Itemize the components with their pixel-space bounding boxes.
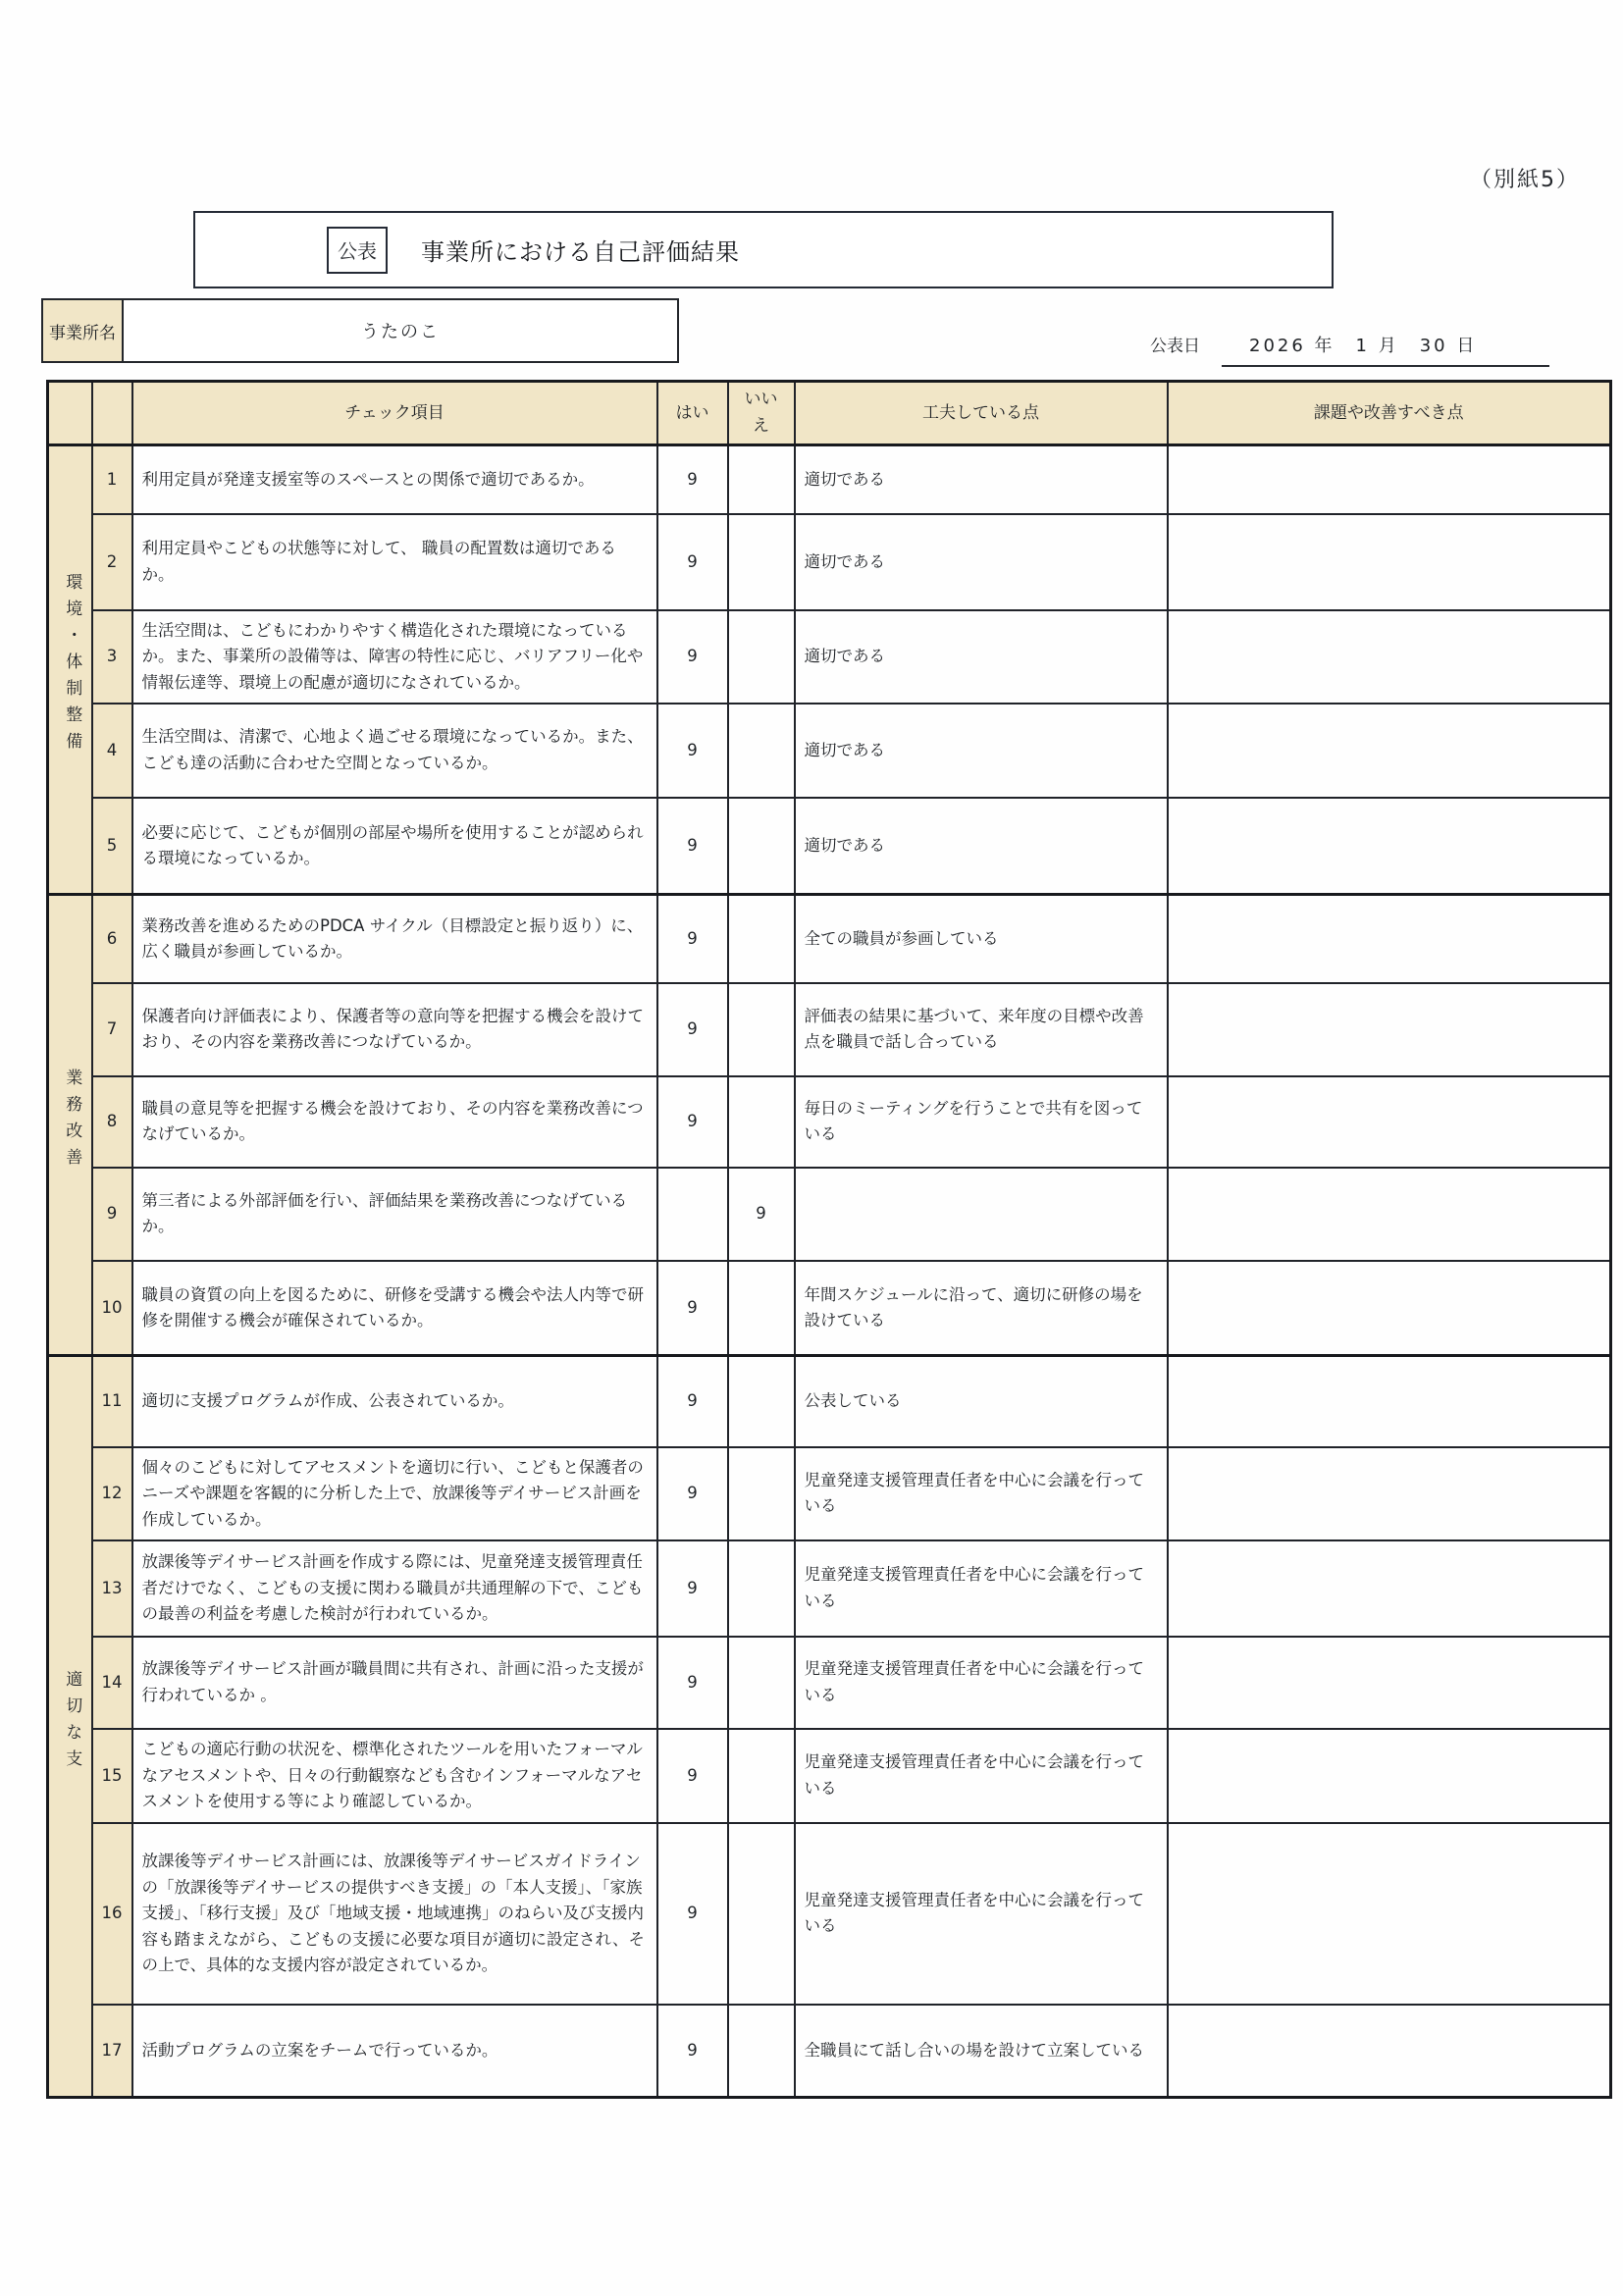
yes-value: 9: [657, 1076, 728, 1168]
issue-text: [1168, 1540, 1611, 1637]
publish-date: [1150, 330, 1549, 367]
yes-value: 9: [657, 1637, 728, 1729]
no-value: [728, 1637, 795, 1729]
row-number: 2: [92, 514, 132, 610]
header-issue: 課題や改善すべき点: [1168, 382, 1611, 445]
row-number: 8: [92, 1076, 132, 1168]
office-name-value: うたのこ: [361, 322, 440, 342]
table-body: [48, 445, 1611, 2098]
no-value: [728, 1540, 795, 1637]
check-item-text: 職員の資質の向上を図るために、研修を受講する機会や法人内等で研修を開催する機会が確保されているか。: [132, 1261, 657, 1356]
category-label-text: 適切な支: [62, 1669, 82, 1776]
no-value: [728, 2005, 795, 2098]
check-item-text: 放課後等デイサービス計画が職員間に共有され、計画に沿った支援が行われているか 。: [132, 1637, 657, 1729]
table-row: [48, 1823, 1611, 2005]
check-item-text: 生活空間は、清潔で、心地よく過ごせる環境になっているか。また、こども達の活動に合わせた空間となっているか。: [132, 704, 657, 798]
row-number: 15: [92, 1729, 132, 1823]
header-effort: 工夫している点: [795, 382, 1168, 445]
category-label-text: 業務改善: [62, 1068, 82, 1174]
check-item-text: 利用定員やこどもの状態等に対して、 職員の配置数は適切であるか。: [132, 514, 657, 610]
row-number: 6: [92, 895, 132, 983]
effort-text: 児童発達支援管理責任者を中心に会議を行っている: [795, 1729, 1168, 1823]
row-number: 10: [92, 1261, 132, 1356]
row-number: 13: [92, 1540, 132, 1637]
header-number-spacer: [92, 382, 132, 445]
yes-value: 9: [657, 1447, 728, 1540]
table-row: [48, 1447, 1611, 1540]
effort-text: 全ての職員が参画している: [795, 895, 1168, 983]
no-value: [728, 1447, 795, 1540]
table-row: [48, 704, 1611, 798]
issue-text: [1168, 895, 1611, 983]
table-row: [48, 1637, 1611, 1729]
table-row: [48, 1540, 1611, 1637]
row-number: 9: [92, 1168, 132, 1261]
no-value: [728, 610, 795, 704]
yes-value: 9: [657, 1356, 728, 1447]
effort-text: 児童発達支援管理責任者を中心に会議を行っている: [795, 1823, 1168, 2005]
yes-value: 9: [657, 895, 728, 983]
check-item-text: 適切に支援プログラムが作成、公表されているか。: [132, 1356, 657, 1447]
effort-text: 児童発達支援管理責任者を中心に会議を行っている: [795, 1540, 1168, 1637]
issue-text: [1168, 610, 1611, 704]
table-row: [48, 798, 1611, 895]
effort-text: 毎日のミーティングを行うことで共有を図っている: [795, 1076, 1168, 1168]
table-row: [48, 1168, 1611, 1261]
yes-value: 9: [657, 1729, 728, 1823]
issue-text: [1168, 1261, 1611, 1356]
publish-date-value: 2026 年 1 月 30 日: [1222, 330, 1549, 367]
office-name-label: 事業所名: [43, 300, 124, 361]
check-item-text: 業務改善を進めるためのPDCA サイクル（目標設定と振り返り）に、広く職員が参画しているか。: [132, 895, 657, 983]
effort-text: 年間スケジュールに沿って、適切に研修の場を設けている: [795, 1261, 1168, 1356]
row-number: 11: [92, 1356, 132, 1447]
issue-text: [1168, 1168, 1611, 1261]
check-item-text: 保護者向け評価表により、保護者等の意向等を把握する機会を設けており、その内容を業務改善につなげているか。: [132, 983, 657, 1076]
effort-text: 児童発達支援管理責任者を中心に会議を行っている: [795, 1447, 1168, 1540]
row-number: 7: [92, 983, 132, 1076]
table-row: [48, 983, 1611, 1076]
yes-value: 9: [657, 1540, 728, 1637]
category-label-text: 環境・体制整備: [62, 573, 82, 759]
header-check-item: チェック項目: [132, 382, 657, 445]
table-row: [48, 2005, 1611, 2098]
yes-value: 9: [657, 1823, 728, 2005]
row-number: 16: [92, 1823, 132, 2005]
issue-text: [1168, 983, 1611, 1076]
title-box: [193, 211, 1334, 288]
yes-value: 9: [657, 2005, 728, 2098]
no-value: [728, 514, 795, 610]
yes-value: 9: [657, 1261, 728, 1356]
check-item-text: 職員の意見等を把握する機会を設けており、その内容を業務改善につなげているか。: [132, 1076, 657, 1168]
issue-text: [1168, 514, 1611, 610]
check-item-text: 必要に応じて、こどもが個別の部屋や場所を使用することが認められる環境になっているか。: [132, 798, 657, 895]
publish-date-label: 公表日: [1150, 337, 1200, 356]
check-item-text: こどもの適応行動の状況を、標準化されたツールを用いたフォーマルなアセスメントや、日々の行動観察なども含むインフォーマルなアセスメントを使用する等により確認しているか。: [132, 1729, 657, 1823]
no-value: [728, 445, 795, 514]
table-row: [48, 610, 1611, 704]
no-value: [728, 704, 795, 798]
no-value: [728, 1076, 795, 1168]
issue-text: [1168, 1356, 1611, 1447]
row-number: 14: [92, 1637, 132, 1729]
table-row: [48, 1076, 1611, 1168]
effort-text: [795, 1168, 1168, 1261]
table-row: [48, 445, 1611, 514]
check-item-text: 生活空間は、こどもにわかりやすく構造化された環境になっているか。また、事業所の設備等は、障害の特性に応じ、バリアフリー化や情報伝達等、環境上の配慮が適切になされているか。: [132, 610, 657, 704]
issue-text: [1168, 704, 1611, 798]
issue-text: [1168, 445, 1611, 514]
row-number: 12: [92, 1447, 132, 1540]
yes-value: 9: [657, 983, 728, 1076]
check-item-text: 利用定員が発達支援室等のスペースとの関係で適切であるか。: [132, 445, 657, 514]
check-item-text: 個々のこどもに対してアセスメントを適切に行い、こどもと保護者のニーズや課題を客観的に分析した上で、放課後等デイサービス計画を作成しているか。: [132, 1447, 657, 1540]
table-row: [48, 1729, 1611, 1823]
category-label: [48, 1356, 92, 2098]
yes-value: [657, 1168, 728, 1261]
effort-text: 適切である: [795, 798, 1168, 895]
yes-value: 9: [657, 445, 728, 514]
row-number: 1: [92, 445, 132, 514]
no-value: [728, 983, 795, 1076]
no-value: [728, 1356, 795, 1447]
issue-text: [1168, 2005, 1611, 2098]
effort-text: 適切である: [795, 514, 1168, 610]
check-item-text: 放課後等デイサービス計画を作成する際には、児童発達支援管理責任者だけでなく、こどもの支援に関わる職員が共通理解の下で、こどもの最善の利益を考慮した検討が行われているか。: [132, 1540, 657, 1637]
row-number: 3: [92, 610, 132, 704]
no-value: [728, 895, 795, 983]
publication-tag: 公表: [327, 227, 388, 274]
issue-text: [1168, 1637, 1611, 1729]
header-category-spacer: [48, 382, 92, 445]
table-row: [48, 895, 1611, 983]
attachment-note: （別紙5）: [1470, 168, 1580, 192]
category-label: [48, 895, 92, 1356]
header-yes: はい: [657, 382, 728, 445]
issue-text: [1168, 1823, 1611, 2005]
no-value: [728, 1261, 795, 1356]
effort-text: 適切である: [795, 610, 1168, 704]
category-label: [48, 445, 92, 895]
effort-text: 児童発達支援管理責任者を中心に会議を行っている: [795, 1637, 1168, 1729]
no-value: [728, 1729, 795, 1823]
header-no: いいえ: [728, 382, 795, 445]
row-number: 4: [92, 704, 132, 798]
check-item-text: 第三者による外部評価を行い、評価結果を業務改善につなげているか。: [132, 1168, 657, 1261]
no-value: [728, 798, 795, 895]
self-evaluation-table: [46, 380, 1612, 2099]
issue-text: [1168, 1729, 1611, 1823]
table-row: [48, 514, 1611, 610]
office-name-box: [41, 298, 679, 363]
effort-text: 適切である: [795, 445, 1168, 514]
effort-text: 公表している: [795, 1356, 1168, 1447]
row-number: 17: [92, 2005, 132, 2098]
check-item-text: 活動プログラムの立案をチームで行っているか。: [132, 2005, 657, 2098]
yes-value: 9: [657, 610, 728, 704]
yes-value: 9: [657, 704, 728, 798]
check-item-text: 放課後等デイサービス計画には、放課後等デイサービスガイドラインの「放課後等デイサービスの提供すべき支援」の「本人支援」、「家族支援」、「移行支援」及び「地域支援・地域連携」のねらい及び支援内容も踏まえながら、こどもの支援に必要な項目が適切に設定され、その上で、具体的な支援内容が設定されているか。: [132, 1823, 657, 2005]
yes-value: 9: [657, 798, 728, 895]
effort-text: 適切である: [795, 704, 1168, 798]
page-title: 事業所における自己評価結果: [421, 238, 740, 266]
issue-text: [1168, 1447, 1611, 1540]
effort-text: 全職員にて話し合いの場を設けて立案している: [795, 2005, 1168, 2098]
effort-text: 評価表の結果に基づいて、来年度の目標や改善点を職員で話し合っている: [795, 983, 1168, 1076]
row-number: 5: [92, 798, 132, 895]
table-header-row: [48, 382, 1611, 445]
issue-text: [1168, 798, 1611, 895]
issue-text: [1168, 1076, 1611, 1168]
yes-value: 9: [657, 514, 728, 610]
no-value: [728, 1823, 795, 2005]
table-row: [48, 1261, 1611, 1356]
table-row: [48, 1356, 1611, 1447]
no-value: 9: [728, 1168, 795, 1261]
